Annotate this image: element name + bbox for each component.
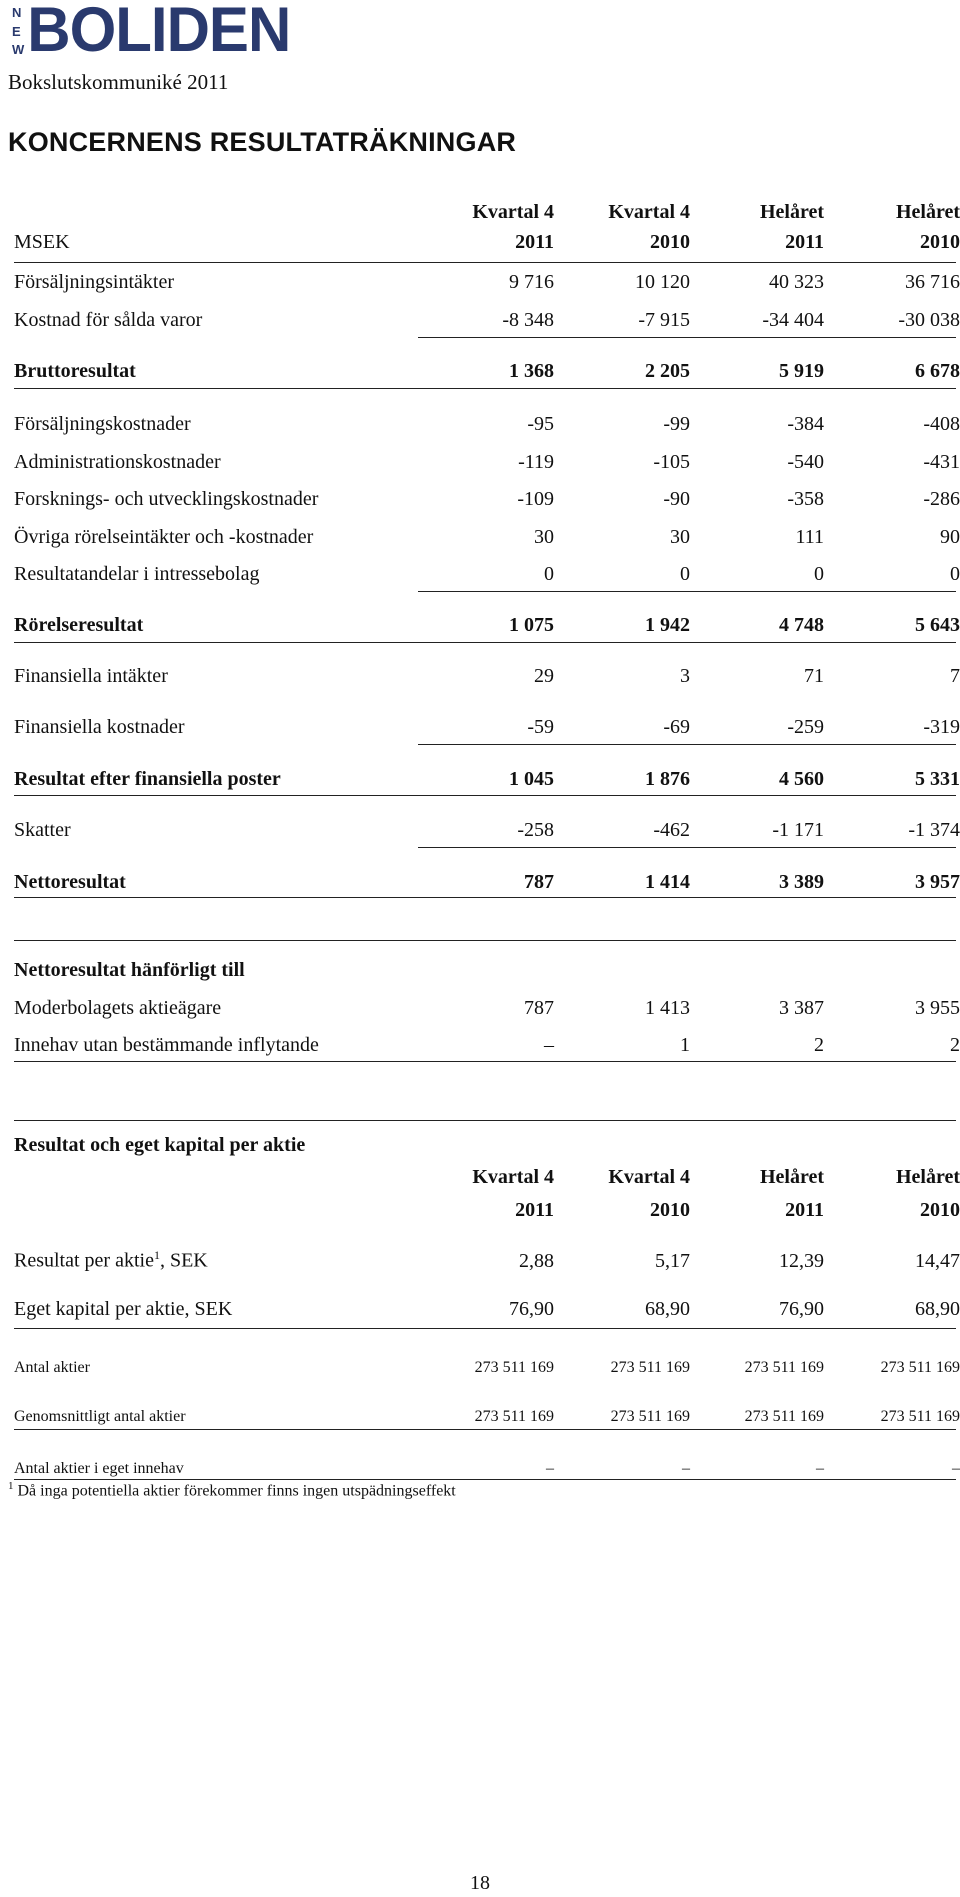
table-row: Finansiella kostnader -59 -69 -259 -319 (14, 716, 960, 738)
per-share-header-row-2: 2011 2010 2011 2010 (515, 1199, 960, 1221)
page-title: KONCERNENS RESULTATRÄKNINGAR (8, 127, 517, 157)
subtotal-rule (418, 337, 956, 338)
table-row: Forsknings- och utvecklingskostnader -109 -90 -358 -286 (14, 488, 960, 510)
col-header-fy-2010-line2: 2010 (920, 231, 960, 253)
section-rule (14, 1429, 956, 1430)
unit-label: MSEK (14, 231, 70, 253)
col-header-fy-2011-line1: Helåret (759, 201, 824, 223)
column-header-row-1 (14, 196, 960, 228)
table-row: Resultatandelar i intressebolag 0 0 0 0 (14, 563, 960, 585)
col-header-fy-2011-line2: 2011 (785, 231, 824, 253)
section-rule (14, 1328, 956, 1329)
page-number: 18 (470, 1872, 490, 1894)
table-row: Innehav utan bestämmande inflytande – 1 2 2 (14, 1034, 960, 1056)
section-title-row (14, 954, 956, 986)
table-row: Försäljningskostnader -95 -99 -384 -408 (14, 413, 960, 435)
column-header-row-2 (14, 226, 960, 258)
table-row: Kostnad för sålda varor -8 348 -7 915 -34 404 -30 038 (14, 309, 960, 331)
table-row-subtotal: Bruttoresultat 1 368 2 205 5 919 6 678 (14, 360, 960, 382)
table-row: Antal aktier 273 511 169 273 511 169 273 511 169 273 511 169 (14, 1359, 960, 1376)
logo-new-mark: N E W (12, 5, 25, 57)
table-row: Administrationskostnader -119 -105 -540 -431 (14, 451, 960, 473)
col-header-q4-2011-line2: 2011 (515, 231, 554, 253)
col-header-q4-2011-line1: Kvartal 4 (472, 201, 554, 223)
table-row: Genomsnittligt antal aktier 273 511 169 273 511 169 273 511 169 273 511 169 (14, 1408, 960, 1425)
table-row: Resultat per aktie$^1$, SEK 2,88 5,17 12,39 14,47 (14, 1248, 960, 1272)
section-title-row (14, 1129, 956, 1161)
table-row: Försäljningsintäkter 9 716 10 120 40 323 36 716 (14, 271, 960, 293)
subtotal-rule (14, 642, 956, 643)
subtotal-rule (418, 744, 956, 745)
table-row: Antal aktier i eget innehav – – – – (14, 1460, 960, 1477)
section-divider (14, 940, 956, 941)
subtotal-rule (14, 388, 956, 389)
header-divider (14, 262, 956, 263)
boliden-logo (12, 0, 291, 65)
per-share-header-row-1: Kvartal 4 Kvartal 4 Helåret Helåret (472, 1166, 960, 1188)
section-divider (14, 1120, 956, 1121)
section-end-rule (14, 1061, 956, 1062)
col-header-q4-2010-line2: 2010 (650, 231, 690, 253)
table-row: Skatter -258 -462 -1 171 -1 374 (14, 819, 960, 841)
table-row: Moderbolagets aktieägare 787 1 413 3 387 3 955 (14, 997, 960, 1019)
table-row-subtotal: Rörelseresultat 1 075 1 942 4 748 5 643 (14, 614, 960, 636)
subtotal-rule (418, 591, 956, 592)
col-header-q4-2010-line1: Kvartal 4 (608, 201, 690, 223)
footnote: $^1$ Då inga potentiella aktier förekommer finns ingen utspädningseffekt (8, 1480, 456, 1500)
subtotal-rule (418, 847, 956, 848)
subtotal-rule (14, 795, 956, 796)
col-header-fy-2010-line1: Helåret (895, 201, 960, 223)
table-row: Övriga rörelseintäkter och -kostnader 30 30 111 90 (14, 526, 960, 548)
logo-wordmark: BOLIDEN (27, 0, 291, 65)
document-subtitle: Bokslutskommuniké 2011 (8, 70, 229, 94)
table-row-total: Nettoresultat 787 1 414 3 389 3 957 (14, 871, 960, 893)
table-row: Eget kapital per aktie, SEK 76,90 68,90 76,90 68,90 (14, 1298, 960, 1320)
attribution-title: Nettoresultat hänförligt till (14, 959, 245, 981)
per-share-title: Resultat och eget kapital per aktie (14, 1134, 306, 1156)
table-row-subtotal: Resultat efter finansiella poster 1 045 1 876 4 560 5 331 (14, 768, 960, 790)
total-rule (14, 897, 956, 898)
table-row: Finansiella intäkter 29 3 71 7 (14, 665, 960, 687)
